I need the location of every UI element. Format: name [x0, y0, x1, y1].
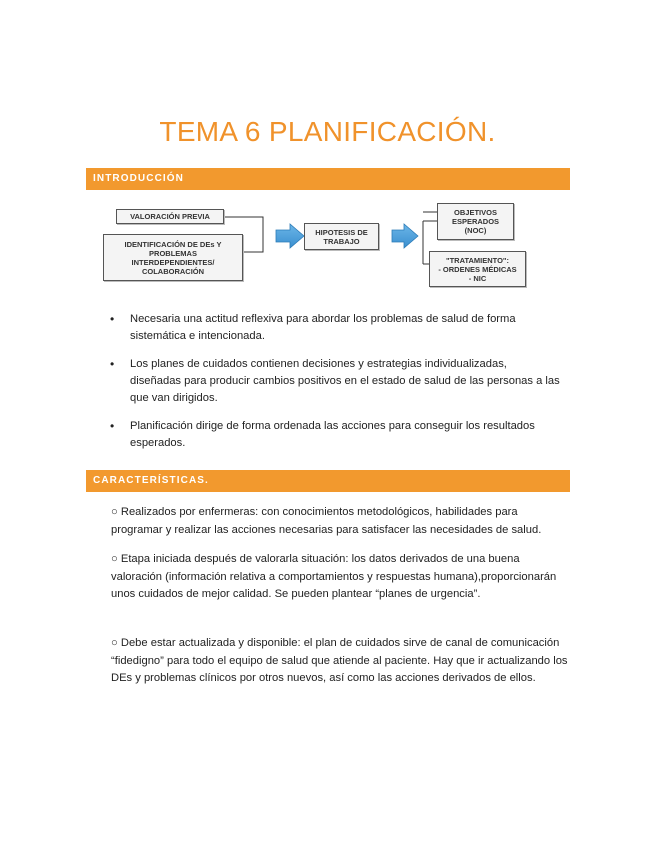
section-header-introduccion: INTRODUCCIÓN — [86, 168, 570, 190]
box-objetivos — [437, 203, 514, 240]
characteristic-paragraph: ○ Realizados por enfermeras: con conocimientos metodológicos, habilidades para programar y realizar las acciones necesarias para satisfacer las necesidades de salud. — [111, 506, 542, 536]
box-tratamiento-line-1: "TRATAMIENTO": — [446, 255, 509, 265]
box-identificacion-line-4: COLABORACIÓN — [141, 266, 205, 276]
page-title: TEMA 6 PLANIFICACIÓN. — [159, 116, 496, 147]
arrow-to-objetivos-icon — [392, 224, 418, 248]
bullet-item: • Necesaria una actitud reflexiva para abordar los problemas de salud de forma sistemática e intencionada. — [110, 311, 560, 345]
box-tratamiento — [429, 251, 526, 287]
characteristic-paragraph: ○ Etapa iniciada después de valorarla situación: los datos derivados de una buena valoración (información relativa a comportamientos y respuestas humana),proporcionarán unos cuidados de mejor calidad. Se pueden plantear “planes de urgencia”. — [111, 553, 557, 600]
intro-bullet-list — [110, 311, 560, 463]
characteristic-paragraph: ○ Debe estar actualizada y disponible: el plan de cuidados sirve de canal de comunicación “fidedigno” para todo el equipo de salud que atiende al paciente. Hay que ir actualizando los DEs y problemas clínicos por otros nuevos, así como las acciones derivados de ellos. — [111, 637, 568, 684]
section-header-caracteristicas: CARACTERÍSTICAS. — [86, 470, 570, 492]
connector-left-bottom — [243, 217, 263, 252]
box-hipotesis — [304, 223, 379, 250]
box-hipotesis-line-1: HIPOTESIS DE — [315, 227, 368, 237]
bullet-item: • Planificación dirige de forma ordenada las acciones para conseguir los resultados esperados. — [110, 418, 560, 452]
box-objetivos-line-1: OBJETIVOS — [454, 208, 497, 217]
box-objetivos-line-2: ESPERADOS — [451, 217, 500, 226]
arrow-to-hipotesis-icon — [276, 224, 304, 248]
box-objetivos-line-3: (NOC) — [464, 226, 487, 235]
box-tratamiento-line-2: - ORDENES MÉDICAS — [438, 264, 517, 274]
box-identificacion-line-1: IDENTIFICACIÓN DE DEs Y — [124, 239, 222, 249]
box-valoracion-previa — [116, 209, 224, 224]
box-identificacion-line-2: PROBLEMAS — [149, 248, 197, 258]
box-identificacion — [103, 234, 243, 281]
bullet-item: • Los planes de cuidados contienen decisiones y estrategias individualizadas, diseñadas para producir cambios positivos en el estado de salud de las personas a las que van dirigidos. — [110, 356, 560, 407]
box-tratamiento-line-3: - NIC — [468, 273, 487, 283]
box-hipotesis-line-2: TRABAJO — [323, 236, 360, 246]
box-identificacion-line-3: INTERDEPENDIENTES/ — [131, 257, 215, 267]
box-valoracion-label: VALORACIÓN PREVIA — [130, 212, 210, 221]
